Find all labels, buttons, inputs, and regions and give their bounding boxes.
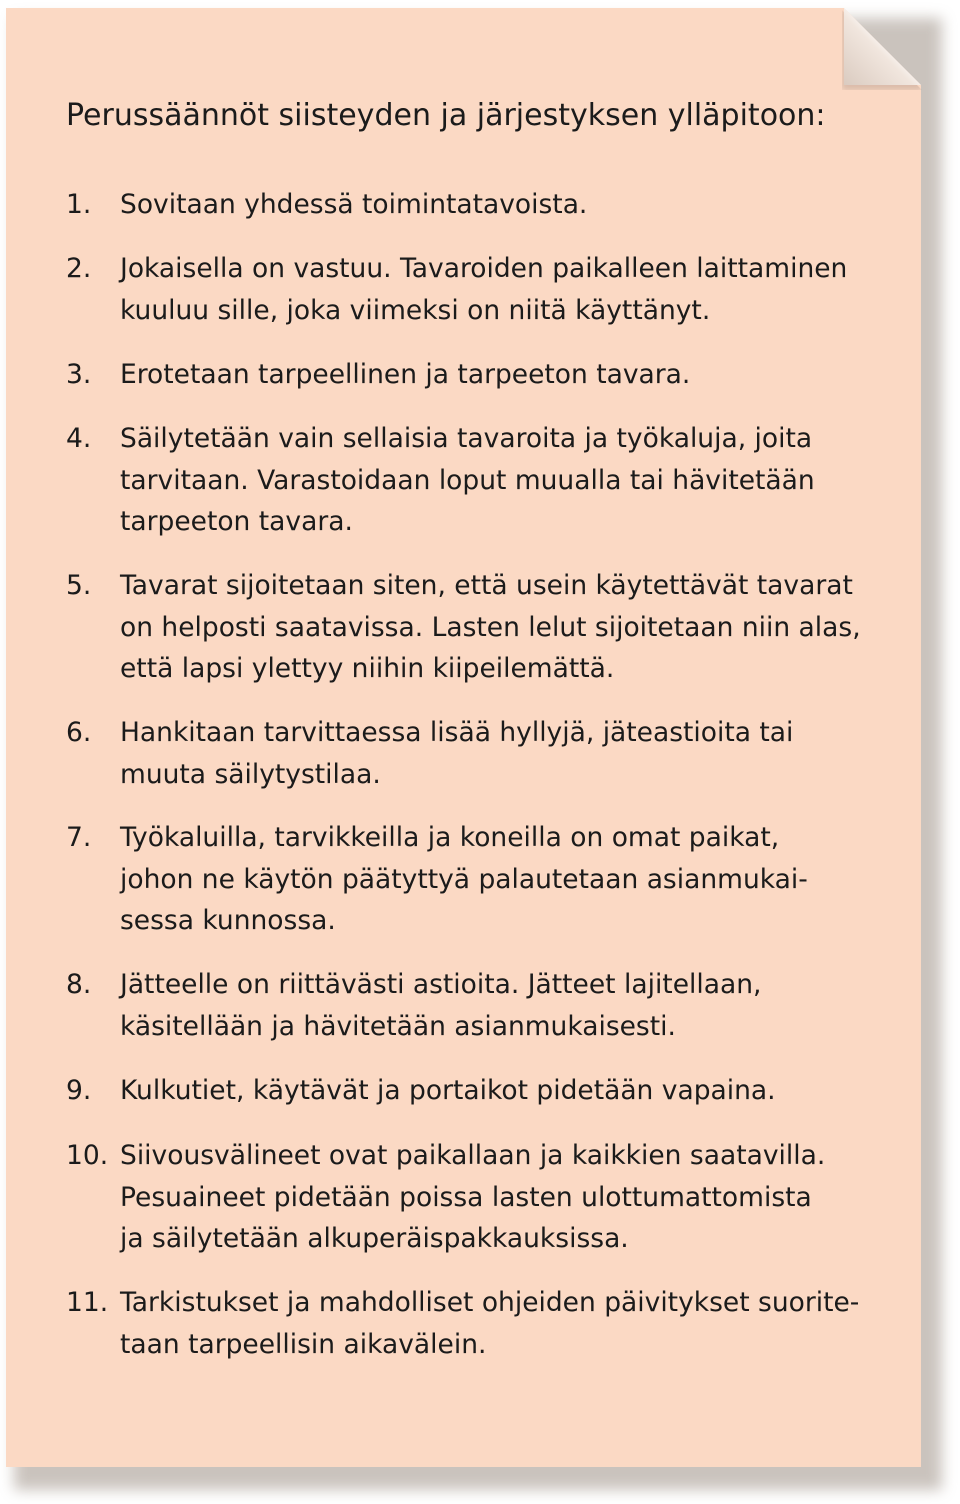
rule-number: 4. xyxy=(66,423,92,454)
rule-number: 7. xyxy=(66,822,92,853)
rule-text: Tavarat sijoitetaan siten, että usein käytettävät tavarat on helposti saatavissa. Lasten lelut sijoitetaan niin alas, että lapsi ylettyy niihin kiipeilemättä. xyxy=(120,570,861,684)
rule-number: 8. xyxy=(66,969,92,1000)
rule-text: Jätteelle on riittävästi astioita. Jätteet lajitellaan, käsitellään ja hävitetään asianmukaisesti. xyxy=(120,969,762,1042)
rule-text: Erotetaan tarpeellinen ja tarpeeton tavara. xyxy=(120,359,691,390)
rule-text: Siivousvälineet ovat paikallaan ja kaikkien saatavilla. Pesuaineet pidetään poissa lasten ulottumattomista ja säilytetään alkuperäispakkauksissa. xyxy=(120,1140,826,1254)
rule-number: 2. xyxy=(66,253,92,284)
rule-text: Säilytetään vain sellaisia tavaroita ja työkaluja, joita tarvitaan. Varastoidaan loput muualla tai hävitetään tarpeeton tavara. xyxy=(120,423,815,537)
rule-text: Jokaisella on vastuu. Tavaroiden paikalleen laittaminen kuuluu sille, joka viimeksi on niitä käyttänyt. xyxy=(120,253,848,326)
rule-number: 1. xyxy=(66,189,92,220)
page-title: Perussäännöt siisteyden ja järjestyksen ylläpitoon: xyxy=(66,98,826,133)
rule-number: 6. xyxy=(66,717,92,748)
rule-number: 3. xyxy=(66,359,92,390)
rule-text: Sovitaan yhdessä toimintatavoista. xyxy=(120,189,588,220)
rule-text: Hankitaan tarvittaessa lisää hyllyjä, jäteastioita tai muuta säilytystilaa. xyxy=(120,717,794,790)
rule-number: 9. xyxy=(66,1075,92,1106)
rule-number: 5. xyxy=(66,570,92,601)
rule-text: Kulkutiet, käytävät ja portaikot pidetään vapaina. xyxy=(120,1075,776,1106)
rule-number: 11. xyxy=(66,1287,109,1318)
rule-number: 10. xyxy=(66,1140,109,1171)
rule-text: Työkaluilla, tarvikkeilla ja koneilla on omat paikat, johon ne käytön päätyttyä palautetaan asianmukai- sessa kunnossa. xyxy=(120,822,808,936)
rule-text: Tarkistukset ja mahdolliset ohjeiden päivitykset suorite- taan tarpeellisin aikavälein. xyxy=(120,1287,860,1360)
